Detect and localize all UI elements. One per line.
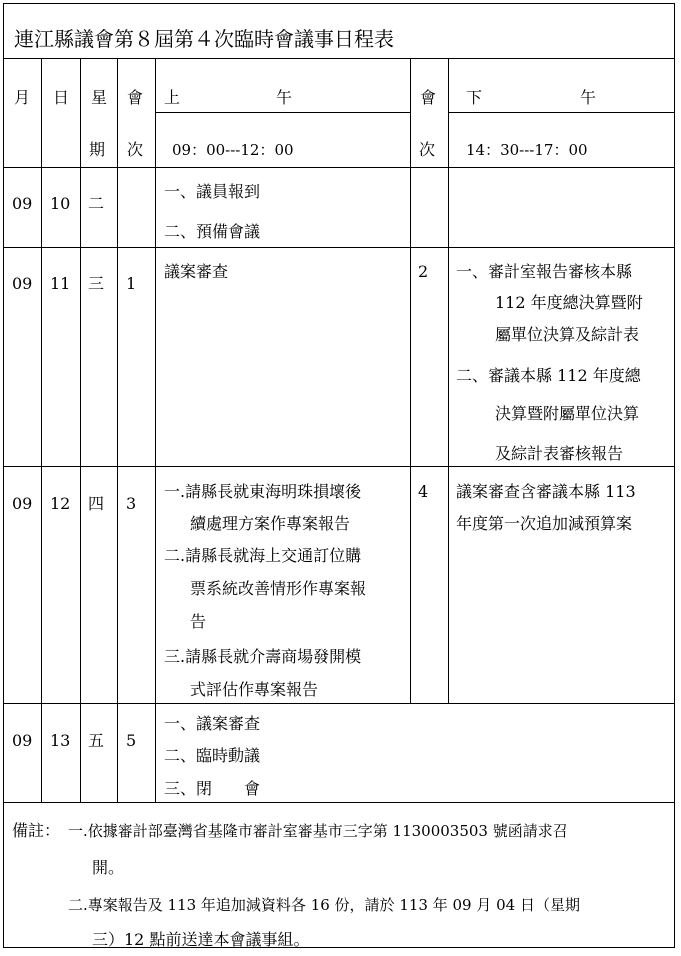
row2-pm-line: 112 年度總決算暨附: [495, 293, 643, 312]
notes-line: 開。: [92, 858, 125, 877]
notes-line: 一.依據審計部臺灣省基隆市審計室審基市三字第 1130003503 號函請求召: [68, 822, 568, 840]
row4-am-line: 三、閉 會: [164, 779, 261, 798]
row4-am-session: 5: [126, 731, 137, 750]
header-weekday-top: 星: [91, 88, 108, 107]
row3-day: 12: [50, 494, 71, 513]
row2-pm-line: 屬單位決算及綜計表: [495, 325, 640, 344]
row1-am-line: 二、預備會議: [164, 222, 261, 241]
header-pm-label: 下: [466, 88, 483, 107]
rule-header-bottom: [3, 167, 675, 168]
rule-row2-bottom: [3, 466, 675, 467]
row2-month: 09: [12, 274, 33, 293]
notes-line: 三）12 點前送達本會議事組。: [92, 930, 310, 949]
header-session-top: 會: [127, 88, 144, 107]
row3-am-line: 告: [190, 612, 207, 631]
rule-title-bottom: [3, 58, 675, 59]
row1-month: 09: [12, 194, 33, 213]
row4-weekday: 五: [88, 731, 105, 750]
row2-pm-line: 及綜計表審核報告: [495, 444, 624, 463]
rule-row1-bottom: [3, 247, 675, 248]
row3-pm-line: 年度第一次追加減預算案: [456, 514, 633, 533]
page-title: 連江縣議會第８屆第４次臨時會議事日程表: [14, 27, 394, 51]
row4-am-line: 二、臨時動議: [164, 746, 261, 765]
row2-pm-line: 一、審計室報告審核本縣: [456, 262, 633, 281]
row1-weekday: 二: [88, 194, 105, 213]
row2-day: 11: [50, 274, 71, 293]
notes-line: 二.專案報告及 113 年追加減資料各 16 份，請於 113 年 09 月 04 日（星期: [68, 896, 580, 914]
header-pm-session-top: 會: [420, 88, 437, 107]
header-pm-session-bottom: 次: [419, 140, 436, 159]
row3-am-line: 票系統改善情形作專案報: [190, 579, 367, 598]
rule-pm-header-mid: [448, 112, 675, 113]
header-am-label2: 午: [276, 88, 293, 107]
row2-weekday: 三: [88, 274, 105, 293]
rule-row4-bottom: [3, 802, 675, 803]
row3-pm-line: 議案審查含審議本縣 113: [456, 482, 636, 501]
row3-am-line: 式評估作專案報告: [190, 680, 319, 699]
rule-col-pm-session: [448, 58, 449, 703]
row2-pm-session: 2: [418, 262, 429, 281]
header-am-time: 09：00---12：00: [172, 141, 294, 159]
header-day: 日: [53, 88, 70, 107]
header-session-bottom: 次: [127, 140, 144, 159]
row3-am-line: 二.請縣長就海上交通訂位購: [164, 546, 362, 565]
row3-weekday: 四: [88, 494, 105, 513]
header-am-label: 上: [164, 88, 181, 107]
row2-am-line: 議案審查: [164, 262, 229, 281]
header-month: 月: [14, 88, 31, 107]
rule-col-day: [80, 58, 81, 802]
row1-am-line: 一、議員報到: [164, 182, 261, 201]
row3-am-line: 一.請縣長就東海明珠損壞後: [164, 482, 362, 501]
row4-am-line: 一、議案審查: [164, 714, 261, 733]
rule-col-weekday: [117, 58, 118, 802]
rule-row3-bottom: [3, 703, 675, 704]
rule-col-am: [410, 58, 411, 703]
row3-month: 09: [12, 494, 33, 513]
row3-pm-session: 4: [418, 482, 429, 501]
row2-pm-line: 決算暨附屬單位決算: [495, 404, 640, 423]
header-pm-label2: 午: [580, 88, 597, 107]
rule-am-header-mid: [155, 112, 410, 113]
rule-col-month: [41, 58, 42, 802]
row3-am-line: 續處理方案作專案報告: [190, 514, 351, 533]
header-weekday-bottom: 期: [89, 140, 106, 159]
row4-month: 09: [12, 731, 33, 750]
notes-label: 備註：: [12, 821, 61, 840]
row2-am-session: 1: [126, 274, 137, 293]
row3-am-line: 三.請縣長就介壽商場發開模: [164, 647, 362, 666]
header-pm-time: 14：30---17：00: [466, 141, 588, 159]
row1-day: 10: [50, 194, 71, 213]
row2-pm-line: 二、審議本縣 112 年度總: [456, 366, 641, 385]
row3-am-session: 3: [126, 494, 137, 513]
row4-day: 13: [50, 731, 71, 750]
rule-col-session: [155, 58, 156, 802]
